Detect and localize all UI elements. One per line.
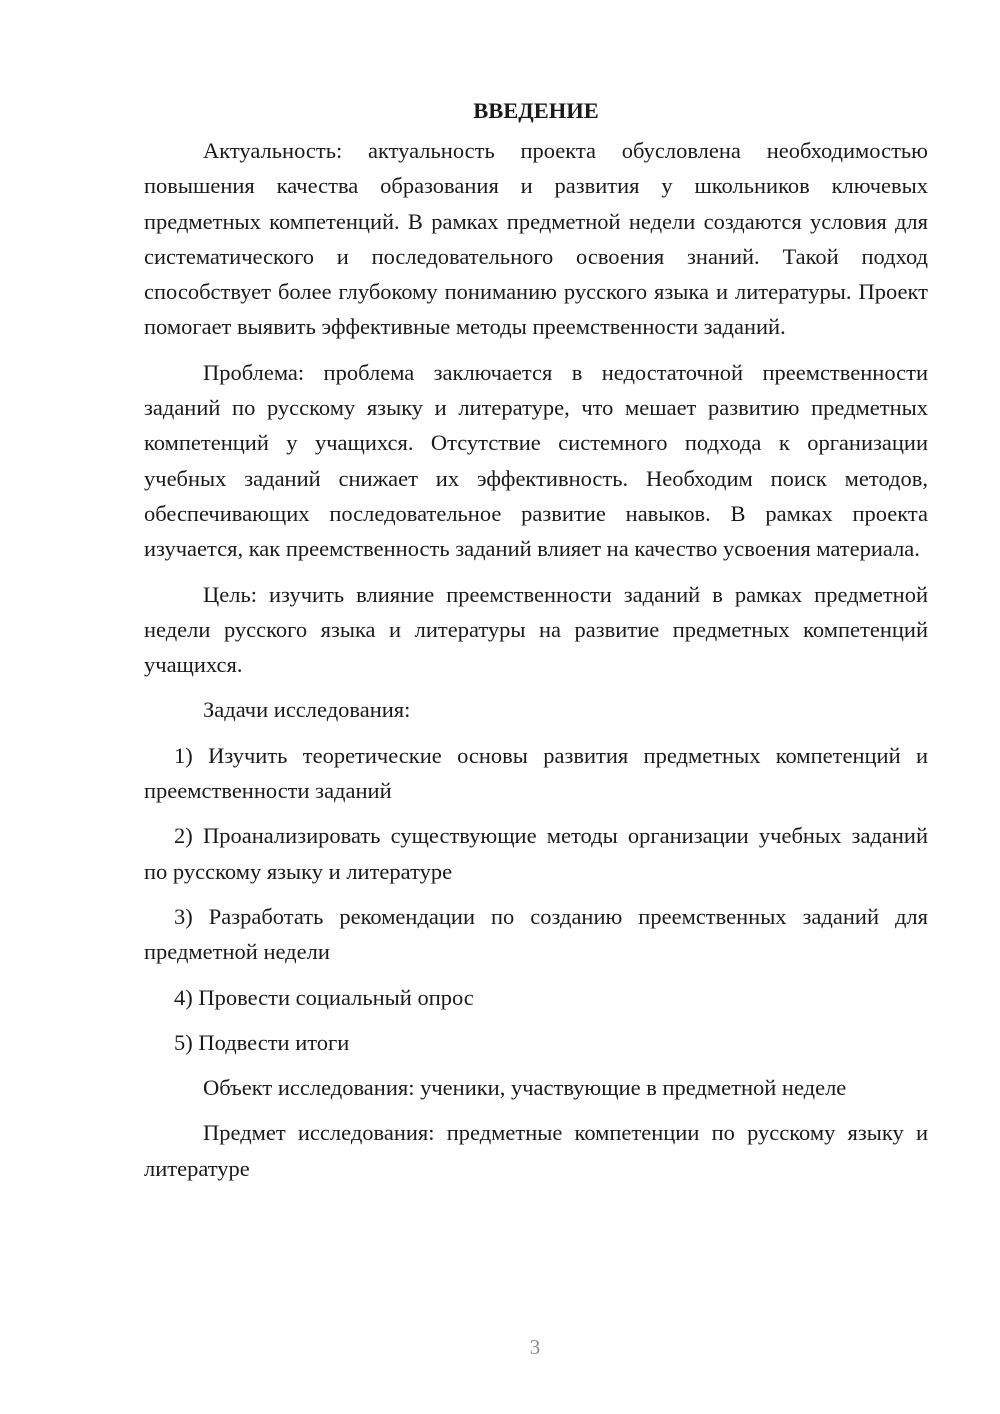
task-item-1: 1) Изучить теоретические основы развития предметных компетенций и преемственности заданий	[144, 742, 928, 804]
object-paragraph: Объект исследования: ученики, участвующие в предметной неделе	[203, 1075, 847, 1101]
subject-paragraph: Предмет исследования: предметные компетенции по русскому языку и литературе	[144, 1120, 928, 1181]
task-item-4: 4) Провести социальный опрос	[174, 984, 474, 1010]
task-item-2: 2) Проанализировать существующие методы организации учебных заданий по русскому языку и литературе	[144, 823, 928, 884]
tasks-heading: Задачи исследования:	[203, 697, 411, 723]
problem-paragraph: Проблема: проблема заключается в недостаточной преемственности заданий по русскому языку и литературе, что мешает развитию предметных компетенций у учащихся. Отсутствие системного подхода к организации учебных заданий снижает их эффективность. Необходим поиск методов, обеспечивающих последовательное развитие навыков. В рамках проекта изучается, как преемственность заданий влияет на качество усвоения материала.	[144, 359, 928, 562]
page-content	[144, 94, 928, 1196]
goal-paragraph: Цель: изучить влияние преемственности заданий в рамках предметной недели русского языка и литературы на развитие предметных компетенций учащихся.	[144, 581, 928, 678]
task-item-5: 5) Подвести итоги	[174, 1029, 350, 1055]
section-title: ВВЕДЕНИЕ	[473, 98, 599, 123]
task-item-3: 3) Разработать рекомендации по созданию преемственных заданий для предметной недели	[144, 903, 928, 965]
relevance-paragraph: Актуальность: актуальность проекта обусловлена необходимостью повышения качества образования и развития у школьников ключевых предметных компетенций. В рамках предметной недели создаются условия для систематического и последовательного освоения знаний. Такой подход способствует более глубокому пониманию русского языка и литературы. Проект помогает выявить эффективные методы преемственности заданий.	[144, 138, 928, 340]
page-number: 3	[529, 1335, 541, 1359]
